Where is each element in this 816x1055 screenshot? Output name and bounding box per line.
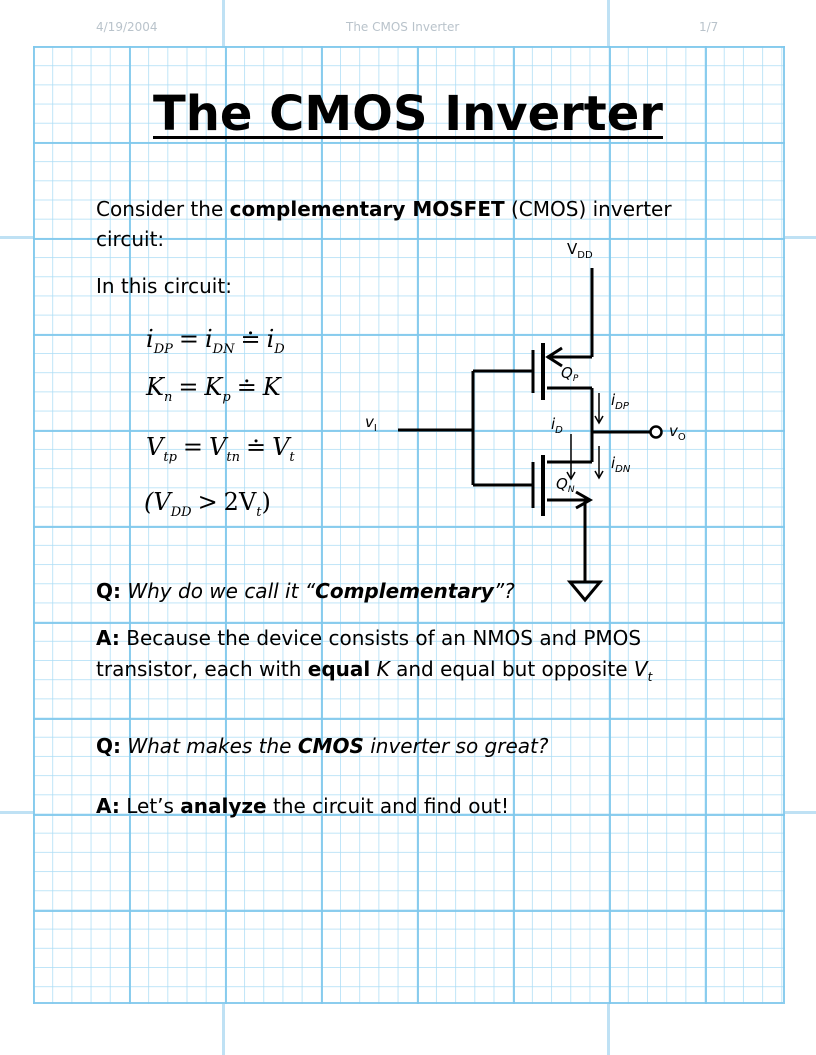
intro-text-line2: circuit: (96, 227, 165, 251)
id-label: $i_D$ (551, 415, 563, 436)
output-terminal-icon (651, 427, 662, 438)
equation-k: $K_n = K_p$ ≐ K (146, 373, 281, 405)
equation-vdd: $(V_{DD} > 2V_t)$ (144, 488, 271, 520)
answer-1-line1: A: Because the device consists of an NMOS and PMOS (96, 626, 642, 650)
vi-label: $v_I$ (365, 413, 377, 434)
idn-label: $i_{DN}$ (611, 454, 631, 475)
question-2: Q: What makes the CMOS inverter so great? (96, 734, 549, 758)
answer-2: A: Let’s analyze the circuit and find out! (96, 794, 510, 818)
question-1: Q: Why do we call it “Complementary”? (96, 579, 515, 603)
equation-vt: $V_{tp} = V_{tn}$ ≐ $V_t$ (146, 433, 295, 465)
qn-label: $Q_N$ (556, 475, 575, 495)
qp-label: $Q_P$ (561, 364, 579, 384)
header-date: 4/19/2004 (96, 20, 158, 34)
page-title: The CMOS Inverter (153, 86, 663, 142)
vdd-label: $V_{DD}$ (567, 240, 593, 261)
header-title: The CMOS Inverter (346, 20, 460, 34)
equation-current: $i_{DP} = i_{DN}$ ≐ $i_D$ (146, 325, 285, 357)
header-page-number: 1/7 (699, 20, 719, 34)
answer-1-line2: transistor, each with equal K and equal but opposite $V_t$ (96, 657, 653, 684)
idp-label: $i_{DP}$ (611, 391, 629, 412)
in-circuit-label: In this circuit: (96, 274, 232, 298)
intro-text: Consider the complementary MOSFET (CMOS) inverter (96, 197, 672, 221)
ground-icon (570, 582, 600, 600)
vo-label: $v_O$ (669, 422, 686, 443)
